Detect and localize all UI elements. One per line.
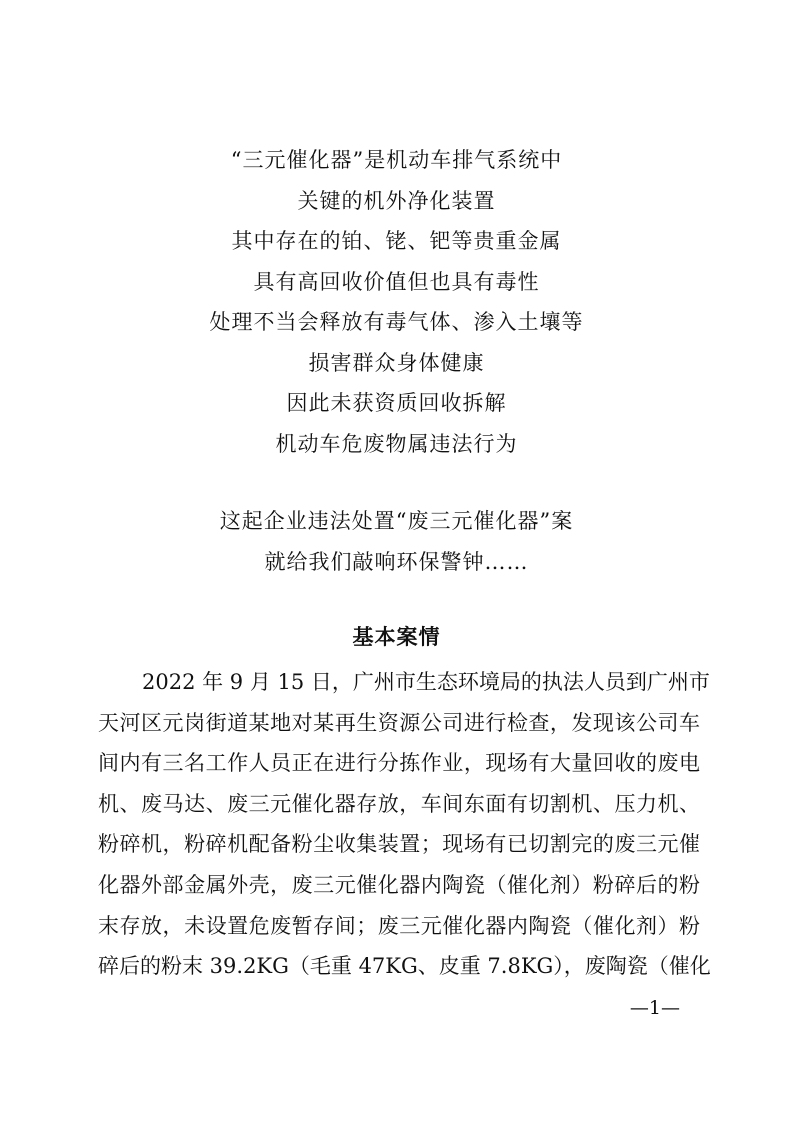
body-line: 机、废马达、废三元催化器存放，车间东面有切割机、压力机、 [98, 791, 700, 816]
body-line: 2022 年 9 月 15 日，广州市生态环境局的执法人员到广州市 [142, 670, 710, 694]
body-line: 碎后的粉末 39.2KG（毛重 47KG、皮重 7.8KG），废陶瓷（催化 [98, 954, 711, 979]
intro-line: 其中存在的铂、铑、钯等贵重金属 [231, 229, 562, 253]
intro-line: 机动车危废物属违法行为 [275, 431, 518, 456]
callout-line: 就给我们敲响环保警钟…… [264, 549, 529, 574]
intro-line: 损害群众身体健康 [308, 350, 485, 375]
body-line: 化器外部金属外壳，废三元催化器内陶瓷（催化剂）粉碎后的粉 [98, 872, 700, 897]
case-body-paragraph [98, 662, 711, 987]
intro-line: 因此未获资质回收拆解 [286, 391, 507, 415]
body-line: 末存放，未设置危废暂存间；废三元催化器内陶瓷（催化剂）粉 [98, 913, 700, 938]
intro-line: 关键的机外净化装置 [297, 188, 496, 213]
page-number: —1— [629, 997, 680, 1019]
body-line: 天河区元岗街道某地对某再生资源公司进行检查，发现该公司车 [98, 710, 700, 735]
body-line: 间内有三名工作人员正在进行分拣作业，现场有大量回收的废电 [98, 751, 700, 776]
spacer [0, 464, 793, 501]
section-heading: 基本案情 [352, 625, 441, 649]
intro-line: “三元催化器”是机动车排气系统中 [230, 148, 563, 172]
intro-line: 具有高回收价值但也具有毒性 [253, 269, 540, 294]
intro-line: 处理不当会释放有毒气体、渗入土壤等 [209, 310, 584, 334]
callout-line: 这起企业违法处置“废三元催化器”案 [219, 509, 574, 533]
body-line: 粉碎机，粉碎机配备粉尘收集装置；现场有已切割完的废三元催 [98, 832, 700, 857]
intro-block [0, 140, 793, 582]
